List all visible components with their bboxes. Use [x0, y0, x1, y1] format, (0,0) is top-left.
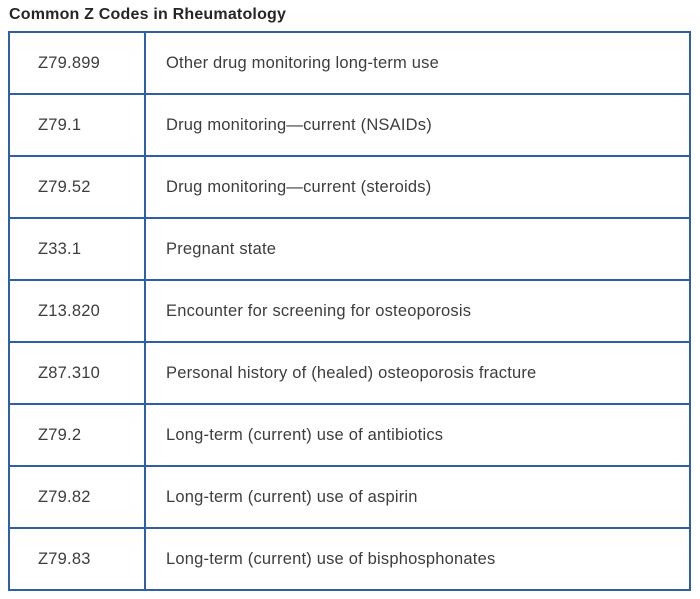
description-cell: Drug monitoring—current (steroids): [145, 156, 690, 218]
code-cell: Z79.83: [9, 528, 145, 590]
table-row: [9, 342, 690, 404]
code-cell: Z79.52: [9, 156, 145, 218]
description-cell: Long-term (current) use of bisphosphonates: [145, 528, 690, 590]
description-cell: Drug monitoring—current (NSAIDs): [145, 94, 690, 156]
description-cell: Long-term (current) use of aspirin: [145, 466, 690, 528]
code-cell: Z79.1: [9, 94, 145, 156]
z-codes-table-body: [9, 32, 690, 590]
code-cell: Z13.820: [9, 280, 145, 342]
table-row: [9, 218, 690, 280]
page-title: Common Z Codes in Rheumatology: [9, 6, 287, 23]
description-cell: Other drug monitoring long-term use: [145, 32, 690, 94]
table-row: [9, 94, 690, 156]
description-cell: Encounter for screening for osteoporosis: [145, 280, 690, 342]
table-row: [9, 404, 690, 466]
table-row: [9, 280, 690, 342]
description-cell: Pregnant state: [145, 218, 690, 280]
code-cell: Z33.1: [9, 218, 145, 280]
table-row: [9, 32, 690, 94]
code-cell: Z79.899: [9, 32, 145, 94]
z-codes-table: [8, 31, 691, 591]
code-cell: Z87.310: [9, 342, 145, 404]
code-cell: Z79.2: [9, 404, 145, 466]
code-cell: Z79.82: [9, 466, 145, 528]
table-row: [9, 466, 690, 528]
table-row: [9, 156, 690, 218]
table-row: [9, 528, 690, 590]
description-cell: Personal history of (healed) osteoporosis fracture: [145, 342, 690, 404]
description-cell: Long-term (current) use of antibiotics: [145, 404, 690, 466]
